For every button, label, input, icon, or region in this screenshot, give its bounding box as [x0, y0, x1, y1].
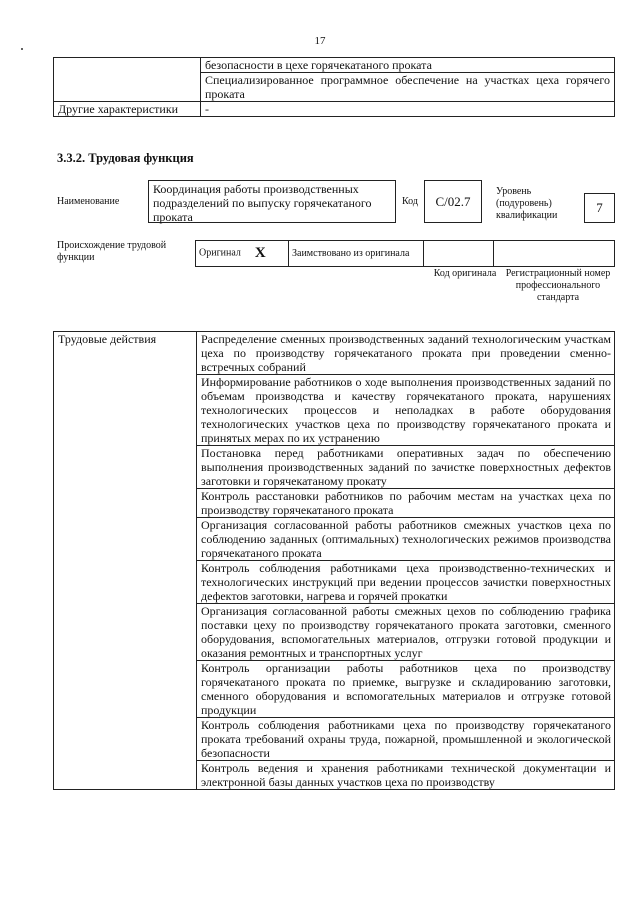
continuation-table [53, 57, 615, 117]
table-row [54, 332, 615, 375]
origin-reg-cell [494, 241, 615, 267]
labor-action-item: Информирование работников о ходе выполнения производственных заданий по объемам производства и качеству горячекатаного проката, нарушениях технологических процессов и неполадках в работе оборудования технологических участков цеха по производству горячекатаного проката и принятых мерах по их устранению [197, 375, 615, 446]
labor-actions-label: Трудовые действия [54, 332, 197, 790]
labor-action-item: Контроль соблюдения работниками цеха производственно-технических и технологических инструкций при ведении процессов зачистки поверхностных дефектов заготовки, нагрева и горячей прокатки [197, 561, 615, 604]
level-box: 7 [584, 193, 615, 223]
level-label: Уровень (подуровень) квалификации [496, 186, 558, 221]
origin-original-label: Оригинал [199, 247, 241, 259]
page-number: 17 [314, 35, 326, 47]
table-row [54, 102, 615, 117]
row-label-empty [54, 58, 201, 102]
table-cell: - [201, 102, 615, 117]
scan-speck [21, 48, 23, 50]
table-cell: безопасности в цехе горячекатаного проката [201, 58, 615, 73]
origin-reg-caption: Регистрационный номер профессионального стандарта [505, 268, 611, 303]
row-label-other: Другие характеристики [54, 102, 201, 117]
origin-label: Происхождение трудовой функции [57, 240, 167, 263]
origin-code-caption: Код оригинала [433, 268, 497, 279]
labor-actions-table [53, 331, 615, 790]
origin-table [195, 240, 615, 267]
table-cell: Специализированное программное обеспечение на участках цеха горячего проката [201, 73, 615, 102]
section-heading: 3.3.2. Трудовая функция [57, 151, 194, 165]
origin-code-cell [424, 241, 494, 267]
labor-action-item: Контроль расстановки работников по рабочим местам на участках цеха по производству горячекатаного проката [197, 489, 615, 518]
labor-action-item: Контроль ведения и хранения работниками технической документации и электронной базы данных участков цеха по производству [197, 761, 615, 790]
function-name-box: Координация работы производственных подразделений по выпуску горячекатаного проката [148, 180, 396, 223]
labor-action-item: Контроль соблюдения работниками цеха по производству горячекатаного проката требований охраны труда, пожарной, промышленной и экологической безопасности [197, 718, 615, 761]
table-row [54, 58, 615, 73]
labor-action-item: Организация согласованной работы смежных цехов по соблюдению графика поставки цеху по производству горячекатаного проката заготовки, сменного оборудования, вспомогательных материалов, отгрузки готовой продукции и оказания ремонтных и транспортных услуг [197, 604, 615, 661]
origin-original-cell [196, 241, 289, 267]
labor-action-item: Постановка перед работниками оперативных задач по обеспечению выполнения производственных заданий по зачистке поверхностных дефектов заготовки и горячекатаному прокату [197, 446, 615, 489]
origin-borrowed-cell: Заимствовано из оригинала [289, 241, 424, 267]
labor-action-item: Организация согласованной работы работников смежных участков цеха по соблюдению заданных (оптимальных) технологических режимов производства горячекатаного проката [197, 518, 615, 561]
code-box: C/02.7 [424, 180, 482, 223]
origin-mark: X [254, 245, 266, 262]
labor-action-item: Контроль организации работы работников цеха по производству горячекатаного проката по приемке, выгрузке и складированию заготовки, сменного оборудования и вспомогательных материалов и отгрузке готовой продукции [197, 661, 615, 718]
name-label: Наименование [57, 196, 120, 207]
labor-action-item: Распределение сменных производственных заданий технологическим участкам цеха по производству горячекатаного проката при проведении сменно-встречных собраний [197, 332, 615, 375]
code-label: Код [402, 196, 418, 207]
table-row [196, 241, 615, 267]
